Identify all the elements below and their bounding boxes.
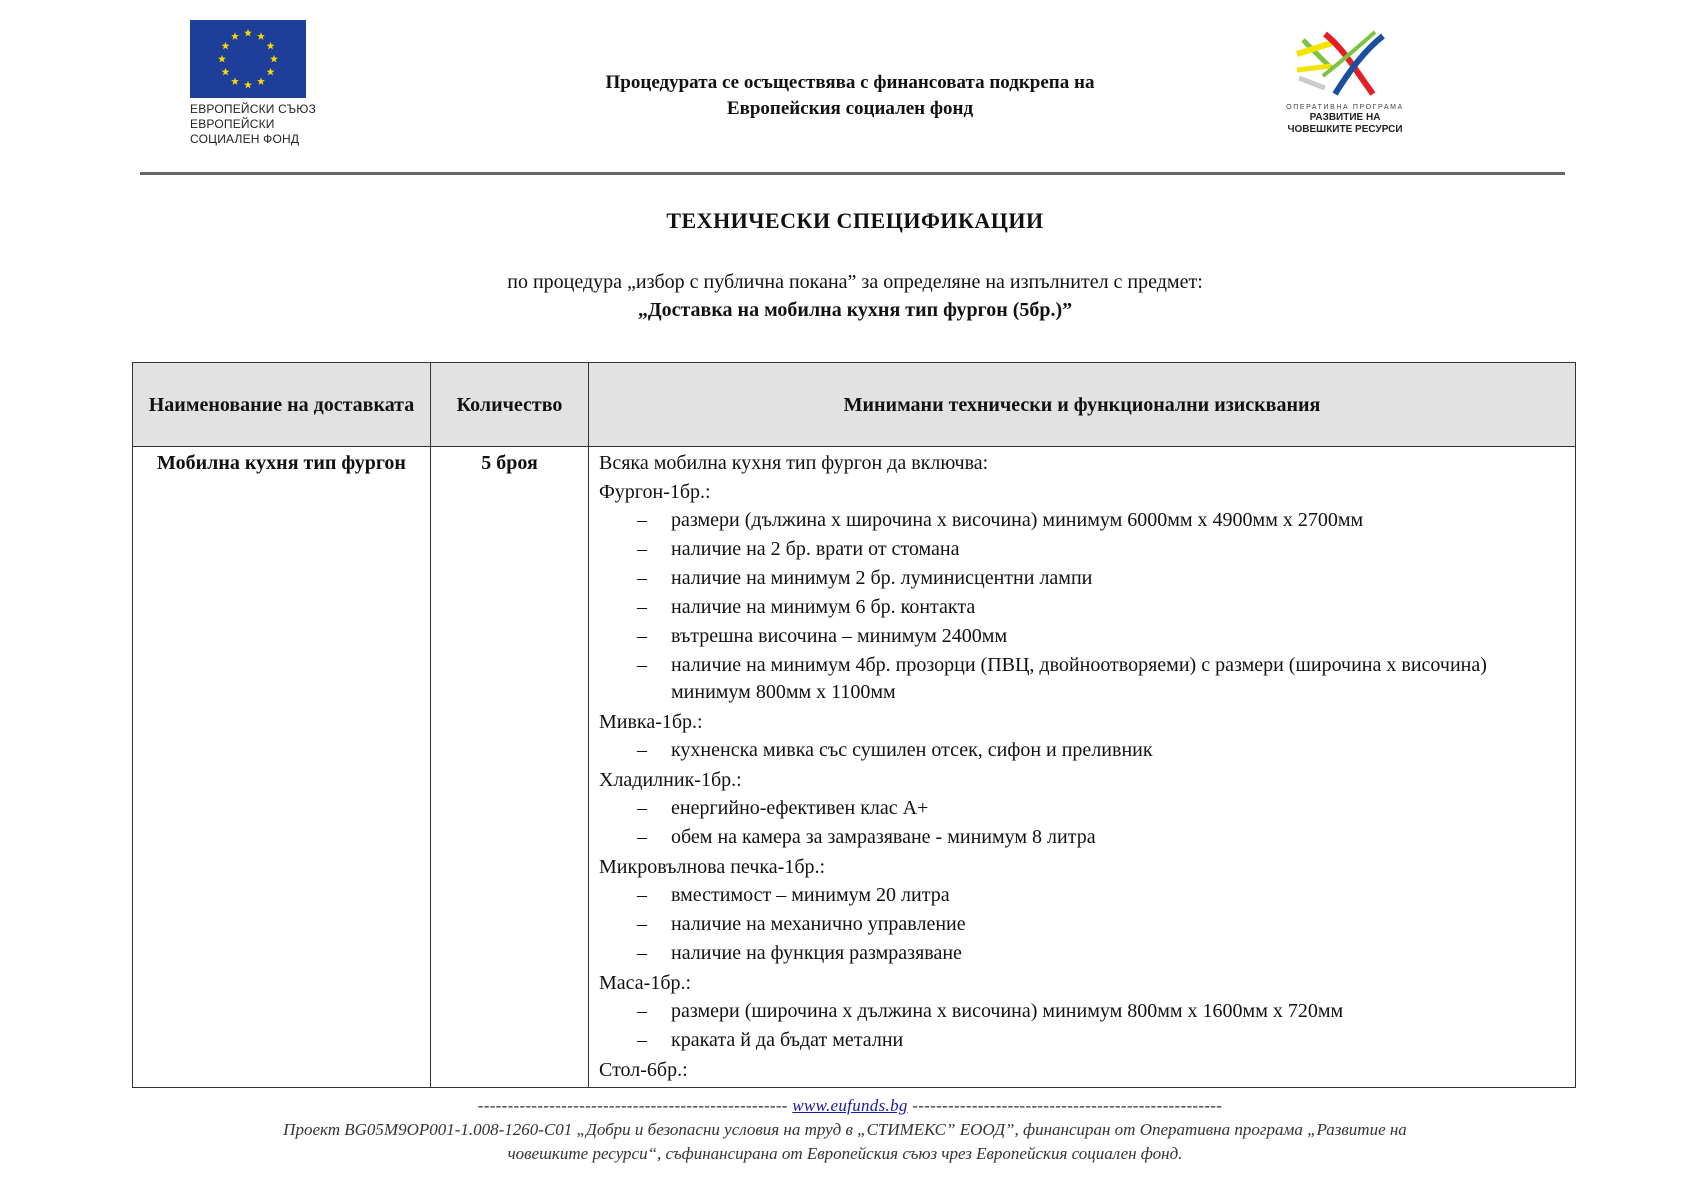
eu-star-icon <box>257 77 265 85</box>
dash-bullet-icon: – <box>637 797 647 819</box>
column-header-requirements: Минимани технически и функционални изисквания <box>589 363 1576 447</box>
requirements-sections <box>599 478 1567 1085</box>
eu-flag-logo <box>190 20 306 98</box>
hr-caption-line: ЧОВЕШКИТЕ РЕСУРСИ <box>1287 124 1403 135</box>
dash-bullet-icon: – <box>637 1000 647 1022</box>
section-title: Микровълнова печка-1бр.: <box>599 856 826 878</box>
list-item <box>599 652 1567 706</box>
hr-caption-line: РАЗВИТИЕ НА <box>1309 112 1381 123</box>
list-item-text: вместимост – минимум 20 литра <box>671 884 950 906</box>
list-item-text: размери (дължина х широчина х височина) минимум 6000мм х 4900мм х 2700мм <box>671 509 1364 531</box>
dash-bullet-icon: – <box>637 509 647 531</box>
hr-logo-caption <box>1280 103 1410 136</box>
header-divider <box>140 172 1565 175</box>
list-item <box>599 882 1567 909</box>
project-footer <box>130 1118 1560 1166</box>
requirements-cell <box>589 447 1576 1088</box>
list-item <box>599 911 1567 938</box>
document-title: ТЕХНИЧЕСКИ СПЕЦИФИКАЦИИ <box>666 208 1044 233</box>
eu-caption-line: ЕВРОПЕЙСКИ <box>190 117 275 131</box>
list-item-text: размери (широчина х дължина х височина) минимум 800мм х 1600мм х 720мм <box>671 1000 1344 1022</box>
dash-bullet-icon: – <box>637 739 647 761</box>
eu-star-icon <box>244 81 252 89</box>
dash-bullet-icon: – <box>637 596 647 618</box>
section-title: Хладилник-1бр.: <box>599 769 742 791</box>
list-item-text: кухненска мивка със сушилен отсек, сифон и преливник <box>671 739 1153 761</box>
list-item <box>599 536 1567 563</box>
dash-bullet-icon: – <box>637 826 647 848</box>
eufunds-link[interactable]: www.eufunds.bg <box>792 1096 908 1115</box>
column-header-name: Наименование на доставката <box>133 363 431 447</box>
list-item <box>599 565 1567 592</box>
dash-bullet-icon: – <box>637 538 647 560</box>
eu-star-icon <box>218 55 226 63</box>
list-item-text: наличие на минимум 6 бр. контакта <box>671 596 976 618</box>
list-item <box>599 940 1567 967</box>
dash-bullet-icon: – <box>637 1029 647 1051</box>
list-item-text: наличие на минимум 2 бр. луминисцентни лампи <box>671 567 1093 589</box>
funding-statement <box>480 70 1220 122</box>
human-resources-program-logo <box>1295 30 1390 100</box>
column-header-quantity: Количество <box>431 363 589 447</box>
eu-star-icon <box>231 32 239 40</box>
procedure-intro <box>0 268 1684 324</box>
table-row <box>133 447 1576 1088</box>
list-item <box>599 623 1567 650</box>
footer-link-line <box>0 1096 1684 1116</box>
project-line-1: Проект BG05M9OP001-1.008-1260-C01 „Добри и безопасни условия на труд в „СТИМЕКС” ЕООД”, финансиран от Оперативна програма „Развитие на <box>283 1120 1407 1139</box>
section-title: Фургон-1бр.: <box>599 481 711 503</box>
eu-star-icon <box>221 42 229 50</box>
list-item-text: обем на камера за замразяване - минимум 8 литра <box>671 826 1096 848</box>
funding-line-2: Европейския социален фонд <box>726 98 974 119</box>
eu-star-icon <box>267 42 275 50</box>
dash-bullet-icon: – <box>637 942 647 964</box>
funding-line-1: Процедурата се осъществява с финансовата подкрепа на <box>605 72 1095 93</box>
eu-star-icon <box>221 68 229 76</box>
section-title: Мивка-1бр.: <box>599 711 703 733</box>
eu-star-icon <box>257 32 265 40</box>
hr-caption-small: ОПЕРАТИВНА ПРОГРАМА <box>1286 104 1404 111</box>
eu-caption-line: СОЦИАЛЕН ФОНД <box>190 132 300 146</box>
intro-text: по процедура „избор с публична покана” за определяне на изпълнител с предмет: <box>507 271 1203 293</box>
eu-star-icon <box>231 77 239 85</box>
procurement-subject: „Доставка на мобилна кухня тип фургон (5бр.)” <box>637 299 1073 321</box>
list-item-text: наличие на 2 бр. врати от стомана <box>671 538 960 560</box>
list-item <box>599 1027 1567 1054</box>
list-item <box>599 824 1567 851</box>
list-item-text: наличие на механично управление <box>671 913 966 935</box>
requirements-intro: Всяка мобилна кухня тип фургон да включва: <box>599 452 989 474</box>
eu-star-icon <box>244 29 252 37</box>
list-item <box>599 594 1567 621</box>
footer-dashes-left: ---------------------------------------------------- <box>477 1096 788 1115</box>
list-item-text: вътрешна височина – минимум 2400мм <box>671 625 1008 647</box>
dash-bullet-icon: – <box>637 884 647 906</box>
dash-bullet-icon: – <box>637 625 647 647</box>
footer-dashes-right: ---------------------------------------------------- <box>912 1096 1223 1115</box>
specification-table <box>132 362 1576 1088</box>
list-item <box>599 737 1567 764</box>
list-item-text: енергийно-ефективен клас А+ <box>671 797 929 819</box>
quantity-cell: 5 броя <box>431 447 589 1088</box>
eu-star-icon <box>270 55 278 63</box>
eu-star-icon <box>267 68 275 76</box>
section-title: Маса-1бр.: <box>599 972 692 994</box>
eu-caption <box>190 102 316 147</box>
delivery-name-cell: Мобилна кухня тип фургон <box>133 447 431 1088</box>
table-header-row <box>133 363 1576 447</box>
eu-caption-line: ЕВРОПЕЙСКИ СЪЮЗ <box>190 102 317 116</box>
project-line-2: човешките ресурси“, съфинансирана от Европейския съюз чрез Европейския социален фонд. <box>507 1144 1183 1163</box>
list-item <box>599 795 1567 822</box>
list-item-text: краката й да бъдат метални <box>671 1029 904 1051</box>
list-item-text: наличие на минимум 4бр. прозорци (ПВЦ, двойноотворяеми) с размери (широчина х височина) минимум 800мм х 1100мм <box>671 654 1487 703</box>
list-item <box>599 998 1567 1025</box>
dash-bullet-icon: – <box>637 567 647 589</box>
dash-bullet-icon: – <box>637 654 647 676</box>
section-title: Стол-6бр.: <box>599 1059 688 1081</box>
dash-bullet-icon: – <box>637 913 647 935</box>
list-item-text: наличие на функция размразяване <box>671 942 962 964</box>
list-item <box>599 507 1567 534</box>
